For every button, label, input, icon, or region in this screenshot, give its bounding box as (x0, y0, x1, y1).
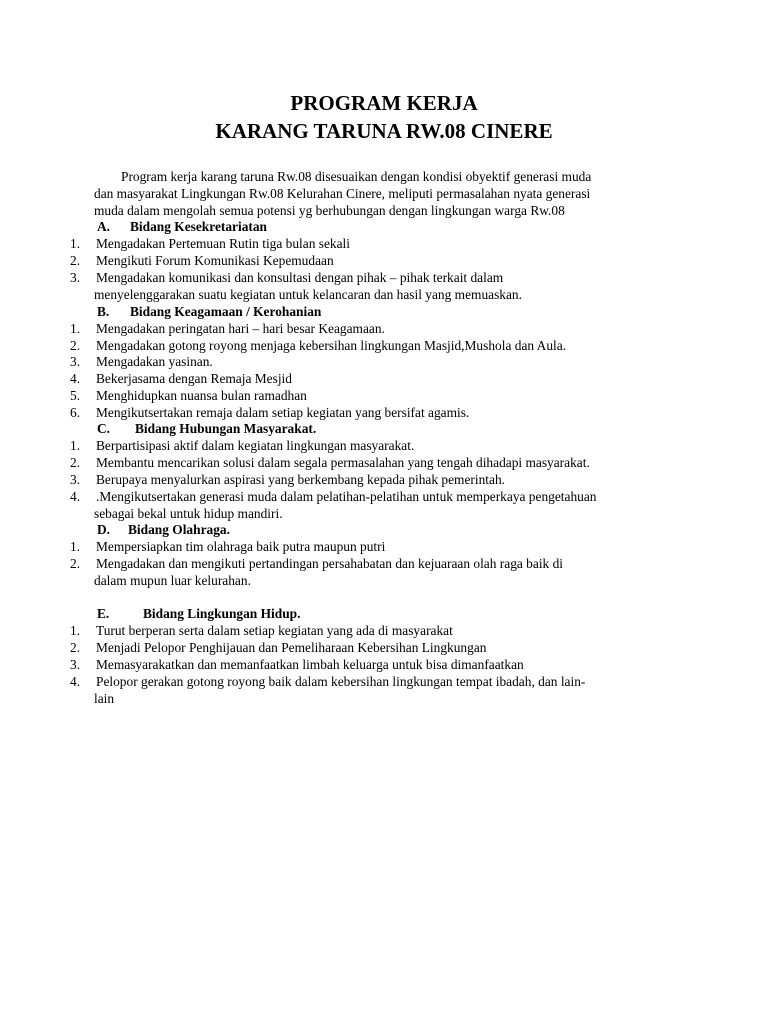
item-text: Mengadakan gotong royong menjaga kebersihan lingkungan Masjid,Mushola dan Aula. (96, 338, 567, 353)
section-letter: E. (97, 606, 110, 621)
item-text: Menjadi Pelopor Penghijauan dan Pemeliharaan Kebersihan Lingkungan (96, 640, 487, 655)
item-text: Mengadakan yasinan. (96, 354, 213, 369)
item-number: 2. (70, 338, 81, 353)
item-text: Memasyarakatkan dan memanfaatkan limbah keluarga untuk bisa dimanfaatkan (96, 657, 524, 672)
section-title: Bidang Keagamaan / Kerohanian (130, 304, 322, 319)
item-number: 6. (70, 405, 81, 420)
section-letter: A. (97, 219, 111, 234)
intro-line: Program kerja karang taruna Rw.08 disesuaikan dengan kondisi obyektif generasi muda (121, 169, 592, 184)
item-number: 1. (70, 438, 81, 453)
item-text: Berpartisipasi aktif dalam kegiatan lingkungan masyarakat. (96, 438, 415, 453)
item-number: 4. (70, 371, 81, 386)
item-text: Mengikuti Forum Komunikasi Kepemudaan (96, 253, 334, 268)
item-text: menyelenggarakan suatu kegiatan untuk kelancaran dan hasil yang memuaskan. (94, 287, 522, 302)
section-letter: B. (97, 304, 110, 319)
item-text: Mengadakan dan mengikuti pertandingan persahabatan dan kejuaraan olah raga baik di (96, 556, 563, 571)
section-title: Bidang Olahraga. (128, 522, 230, 537)
item-text: lain (94, 691, 115, 706)
item-number: 1. (70, 623, 81, 638)
item-text: Mempersiapkan tim olahraga baik putra maupun putri (96, 539, 386, 554)
item-number: 3. (70, 354, 81, 369)
item-number: 3. (70, 270, 81, 285)
item-text: Mengikutsertakan remaja dalam setiap kegiatan yang bersifat agamis. (96, 405, 470, 420)
item-number: 2. (70, 556, 81, 571)
document-title: PROGRAM KERJA (290, 91, 478, 115)
item-number: 3. (70, 472, 81, 487)
intro-line: dan masyarakat Lingkungan Rw.08 Kelurahan Cinere, meliputi permasalahan nyata generasi (94, 186, 591, 201)
section-letter: D. (97, 522, 111, 537)
intro-line: muda dalam mengolah semua potensi yg berhubungan dengan lingkungan warga Rw.08 (94, 203, 565, 218)
section-letter: C. (97, 421, 111, 436)
item-text: Mengadakan Pertemuan Rutin tiga bulan sekali (96, 236, 350, 251)
item-number: 2. (70, 253, 81, 268)
item-number: 5. (70, 388, 81, 403)
section-title: Bidang Kesekretariatan (130, 219, 268, 234)
item-text: Mengadakan peringatan hari – hari besar Keagamaan. (96, 321, 385, 336)
item-text: Berupaya menyalurkan aspirasi yang berkembang kepada pihak pemerintah. (96, 472, 506, 487)
item-number: 1. (70, 236, 81, 251)
item-number: 3. (70, 657, 81, 672)
item-text: Turut berperan serta dalam setiap kegiatan yang ada di masyarakat (96, 623, 453, 638)
item-text: Bekerjasama dengan Remaja Mesjid (96, 371, 292, 386)
item-text: Membantu mencarikan solusi dalam segala permasalahan yang tengah dihadapi masyarakat. (96, 455, 590, 470)
item-text: .Mengikutsertakan generasi muda dalam pelatihan-pelatihan untuk memperkaya pengetahuan (96, 489, 597, 504)
item-number: 2. (70, 455, 81, 470)
item-text: Menghidupkan nuansa bulan ramadhan (96, 388, 307, 403)
item-text: dalam mupun luar kelurahan. (94, 573, 251, 588)
item-number: 1. (70, 321, 81, 336)
item-number: 2. (70, 640, 81, 655)
item-number: 1. (70, 539, 81, 554)
item-number: 4. (70, 489, 81, 504)
section-title: Bidang Lingkungan Hidup. (143, 606, 301, 621)
item-number: 4. (70, 674, 81, 689)
item-text: Mengadakan komunikasi dan konsultasi dengan pihak – pihak terkait dalam (96, 270, 504, 285)
item-text: Pelopor gerakan gotong royong baik dalam kebersihan lingkungan tempat ibadah, dan lain- (96, 674, 586, 689)
document-subtitle: KARANG TARUNA RW.08 CINERE (215, 119, 553, 143)
section-title: Bidang Hubungan Masyarakat. (135, 421, 317, 436)
item-text: sebagai bekal untuk hidup mandiri. (94, 506, 283, 521)
